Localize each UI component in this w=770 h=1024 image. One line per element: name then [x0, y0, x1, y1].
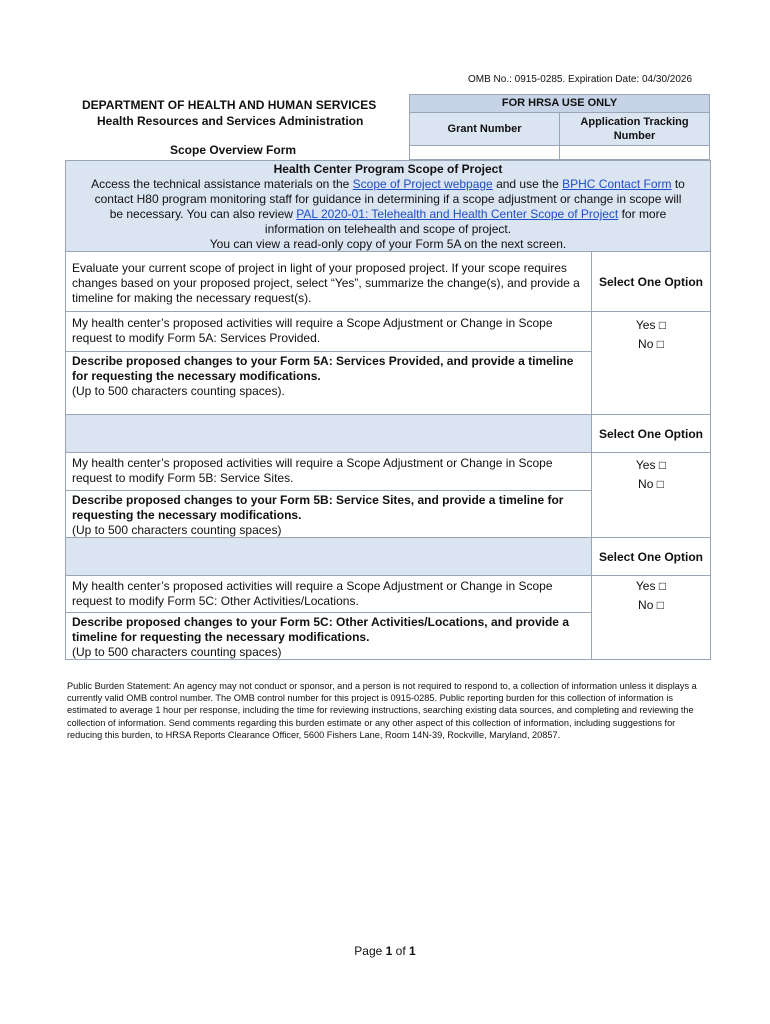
form-5b-no-checkbox[interactable]: No □: [638, 477, 664, 491]
form-5c-question: My health center’s proposed activities will require a Scope Adjustment or Change in Scope request to modify Form 5C: Other Activities/Locations.: [66, 576, 592, 613]
intro-line3: [66, 207, 710, 222]
form-5c-describe[interactable]: [66, 613, 592, 659]
form-5c-yes-checkbox[interactable]: Yes □: [635, 579, 667, 593]
form-5c-shaded-row: [66, 538, 592, 576]
form-5a-yes-checkbox[interactable]: Yes □: [635, 318, 667, 332]
form-header: [66, 96, 409, 160]
form-5a-options: [592, 316, 710, 354]
form-title: Scope Overview Form: [170, 143, 297, 157]
intro-section: [66, 161, 710, 252]
form-5b-blank: [592, 491, 710, 538]
form-5c-describe-prompt: Describe proposed changes to your Form 5C: Other Activities/Locations, and provide a timeline for requesting the necessary modifications.: [72, 615, 569, 644]
form-5b-describe[interactable]: [66, 491, 592, 538]
form-5c-char-limit: (Up to 500 characters counting spaces): [72, 645, 282, 659]
scope-of-project-link[interactable]: Scope of Project webpage: [352, 177, 493, 191]
form-5b-select-header: Select One Option: [592, 415, 710, 453]
bphc-contact-form-link[interactable]: BPHC Contact Form: [562, 177, 672, 191]
form-5b-options: [592, 456, 710, 494]
page-label: Page: [354, 944, 386, 958]
evaluate-instructions: Evaluate your current scope of project in light of your proposed project. If your scope requires changes based on your proposed project, select “Yes”, summarize the change(s), and provide a timeline for making the necessary request(s).: [66, 252, 592, 312]
form-5c-no-checkbox[interactable]: No □: [638, 598, 664, 612]
form-5a-char-limit: (Up to 500 characters counting spaces).: [72, 384, 285, 398]
tracking-number-label: [560, 113, 709, 145]
grant-number-field[interactable]: [410, 145, 560, 160]
form-5a-describe-prompt: Describe proposed changes to your Form 5A: Services Provided, and provide a timeline for requesting the necessary modifications.: [72, 354, 574, 383]
pal-2020-01-link[interactable]: PAL 2020-01: Telehealth and Health Center Scope of Project: [296, 207, 619, 221]
intro-text: and use the: [492, 177, 563, 191]
form-5b-shaded-row: [66, 415, 592, 453]
grant-number-label: Grant Number: [410, 113, 560, 145]
intro-title: Health Center Program Scope of Project: [273, 162, 503, 176]
department-name: DEPARTMENT OF HEALTH AND HUMAN SERVICES: [82, 98, 377, 112]
form-5a-question: My health center’s proposed activities will require a Scope Adjustment or Change in Scope request to modify Form 5A: Services Provided.: [66, 312, 592, 352]
intro-text: for more: [618, 207, 667, 221]
current-page: 1: [385, 944, 393, 958]
form-5b-yes-checkbox[interactable]: Yes □: [635, 458, 667, 472]
select-option-header: Select One Option: [592, 252, 710, 312]
form-5a-blank: [592, 352, 710, 415]
intro-text: to: [671, 177, 685, 191]
form-5a-describe[interactable]: [66, 352, 592, 415]
intro-line1: [66, 177, 710, 192]
form-5c-select-header: Select One Option: [592, 538, 710, 576]
hrsa-use-only-box: [409, 94, 710, 160]
intro-line4: information on telehealth and scope of project.: [264, 222, 512, 236]
tracking-label-line1: Application Tracking: [580, 116, 689, 128]
intro-line5: You can view a read-only copy of your Form 5A on the next screen.: [209, 237, 567, 251]
intro-text: Access the technical assistance materials on the: [91, 177, 353, 191]
intro-line2: contact H80 program monitoring staff for guidance in determining if a scope adjustment or change in scope will: [94, 192, 682, 206]
agency-name: Health Resources and Services Administration: [97, 114, 364, 128]
omb-number: OMB No.: 0915-0285. Expiration Date: 04/30/2026: [468, 74, 693, 85]
public-burden-statement: Public Burden Statement: An agency may not conduct or sponsor, and a person is not required to respond to, a collection of information unless it displays a currently valid OMB control number. The OMB control number for this project is 0915-0285. Public reporting burden for this collection of information is estimated to average 1 hour per response, including the time for reviewing instructions, searching existing data sources, and completing and reviewing the collection of information. Send comments regarding this burden estimate or any other aspect of this collection of information, including suggestions for reducing this burden, to HRSA Reports Clearance Officer, 5600 Fishers Lane, Room 14N-39, Rockville, Maryland, 20857.: [67, 681, 697, 740]
form-5b-describe-prompt: Describe proposed changes to your Form 5B: Service Sites, and provide a timeline for requesting the necessary modifications.: [72, 493, 564, 522]
tracking-label-line2: Number: [613, 130, 656, 142]
page-of-label: of: [392, 944, 410, 958]
tracking-number-field[interactable]: [560, 145, 709, 160]
page-footer: [0, 944, 770, 958]
form-5b-question: My health center’s proposed activities will require a Scope Adjustment or Change in Scope request to modify Form 5B: Service Sites.: [66, 453, 592, 491]
hrsa-use-title: FOR HRSA USE ONLY: [410, 95, 709, 113]
form-5a-no-checkbox[interactable]: No □: [638, 337, 664, 351]
scope-table: [65, 160, 711, 660]
form-5c-options: [592, 577, 710, 615]
intro-text: be necessary. You can also review: [109, 207, 297, 221]
form-5b-char-limit: (Up to 500 characters counting spaces): [72, 523, 282, 537]
total-pages: 1: [409, 944, 416, 958]
